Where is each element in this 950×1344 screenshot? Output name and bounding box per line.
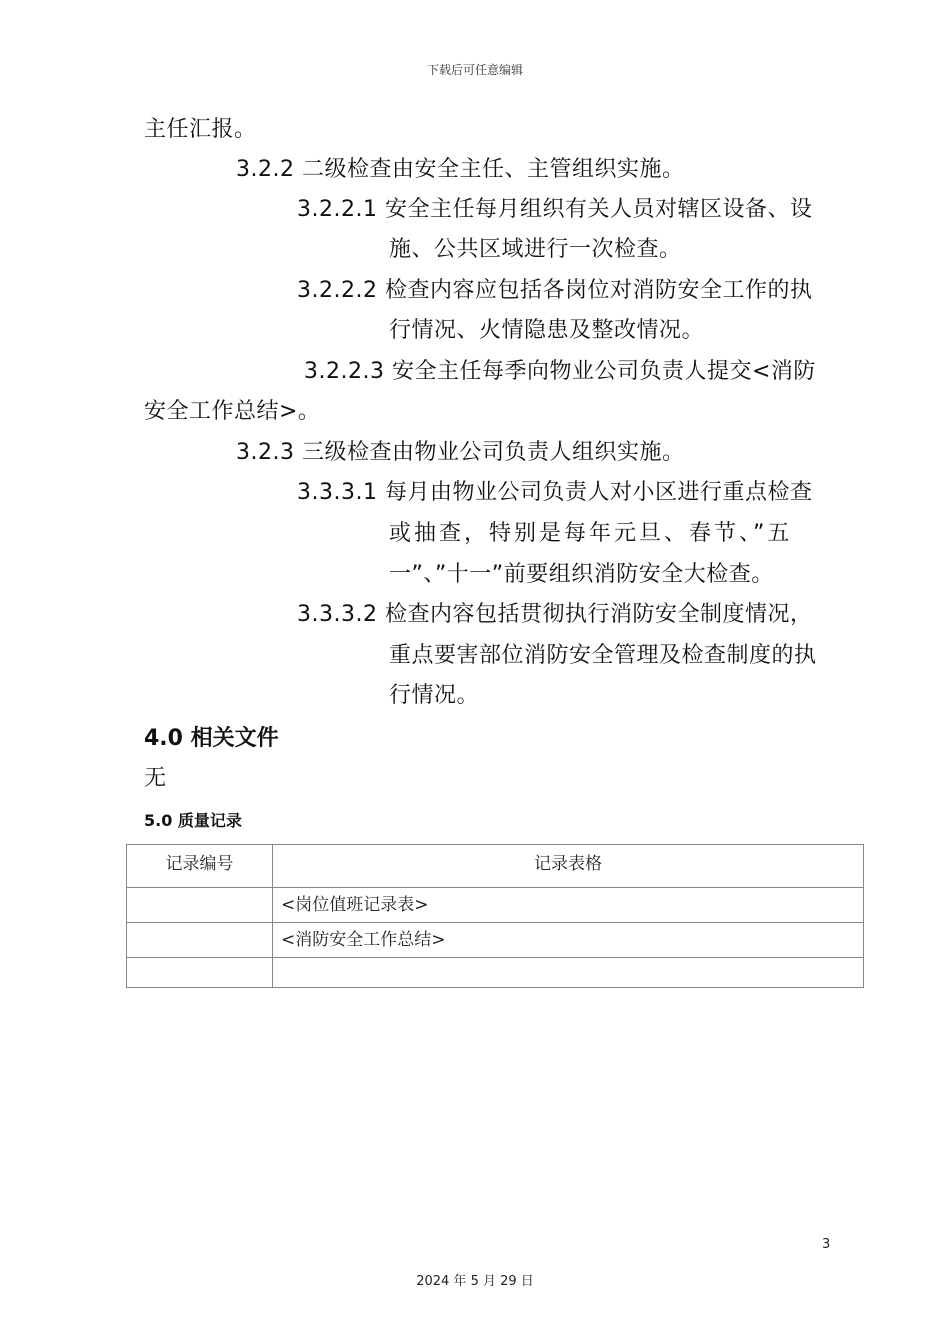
table-cell: <消防安全工作总结> — [273, 923, 864, 958]
text-line: 3.2.2.3 安全主任每季向物业公司负责人提交<消防 — [304, 359, 816, 384]
text-line: 主任汇报。 — [144, 117, 257, 142]
page-number: 3 — [822, 1237, 831, 1252]
table-cell — [127, 923, 273, 958]
section-heading: 5.0 质量记录 — [144, 811, 242, 830]
page-header: 下载后可任意编辑 — [426, 63, 523, 77]
column-header: 记录表格 — [273, 845, 864, 888]
text-line: 3.3.3.2 检查内容包括贯彻执行消防安全制度情况， — [297, 602, 813, 627]
table-cell — [273, 958, 864, 988]
text-line: 施、公共区域进行一次检查。 — [389, 237, 682, 262]
section-heading: 4.0 相关文件 — [144, 726, 279, 751]
text-line: 3.3.3.1 每月由物业公司负责人对小区进行重点检查 — [297, 480, 813, 505]
text-line: 3.2.3 三级检查由物业公司负责人组织实施。 — [236, 440, 685, 465]
text-line: 行情况、火情隐患及整改情况。 — [389, 318, 705, 343]
column-header: 记录编号 — [127, 845, 273, 888]
records-table — [126, 844, 864, 988]
text-line: 3.2.2.2 检查内容应包括各岗位对消防安全工作的执 — [297, 278, 813, 303]
table-header-row — [127, 845, 864, 888]
section-content: 无 — [144, 766, 167, 791]
table-cell — [127, 888, 273, 923]
text-line: 3.2.2.1 安全主任每月组织有关人员对辖区设备、设 — [297, 197, 813, 222]
text-line: 一”、”十一”前要组织消防安全大检查。 — [389, 562, 774, 587]
text-line: 行情况。 — [389, 683, 480, 708]
text-line: 或抽查，特别是每年元旦、春节、”五 — [389, 521, 793, 546]
table-row — [127, 958, 864, 988]
table-cell: <岗位值班记录表> — [273, 888, 864, 923]
table-cell — [127, 958, 273, 988]
text-line: 重点要害部位消防安全管理及检查制度的执 — [389, 643, 817, 668]
text-line: 安全工作总结>。 — [144, 399, 321, 424]
footer-date: 2024 年 5 月 29 日 — [416, 1274, 534, 1289]
table-row — [127, 888, 864, 923]
table-row — [127, 923, 864, 958]
text-line: 3.2.2 二级检查由安全主任、主管组织实施。 — [236, 157, 685, 182]
